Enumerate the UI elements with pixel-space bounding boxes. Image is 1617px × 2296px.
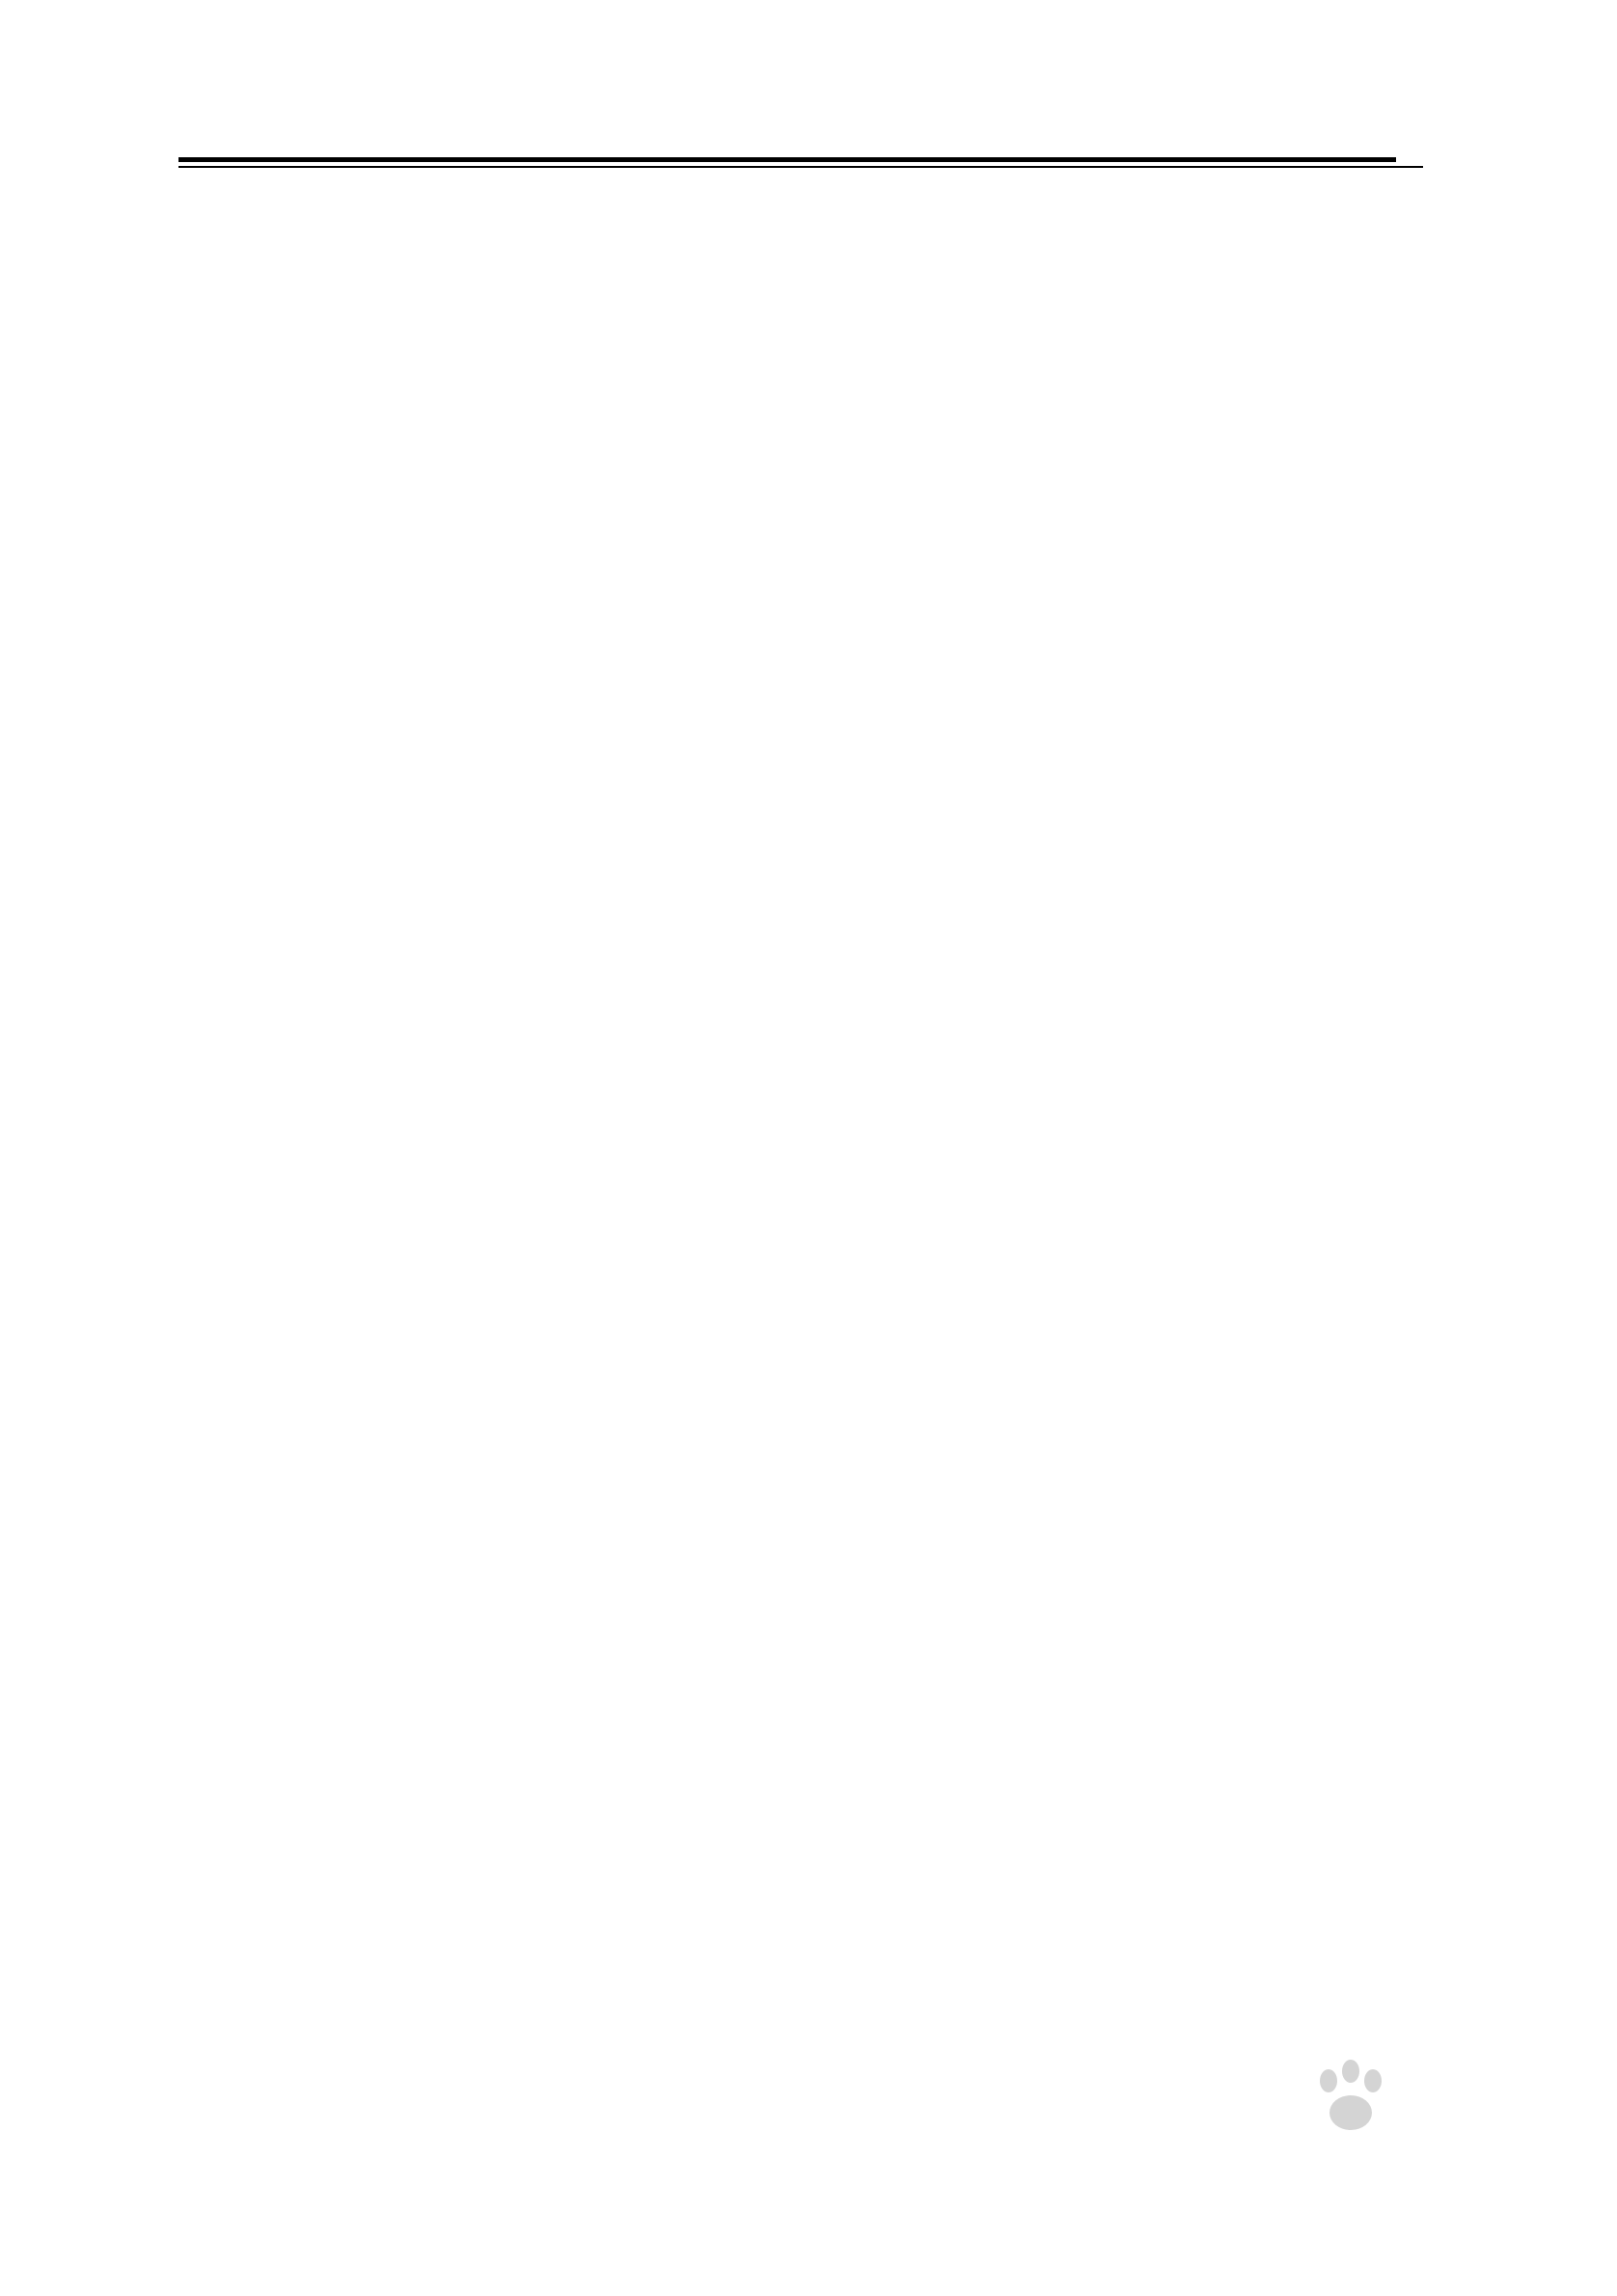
- header-rule-thick: [178, 157, 1396, 162]
- paw-icon: [1307, 2060, 1394, 2137]
- header-rule-thin: [178, 166, 1423, 168]
- baidu-jingyan-watermark: [1143, 2060, 1529, 2253]
- page-content: [188, 188, 1433, 236]
